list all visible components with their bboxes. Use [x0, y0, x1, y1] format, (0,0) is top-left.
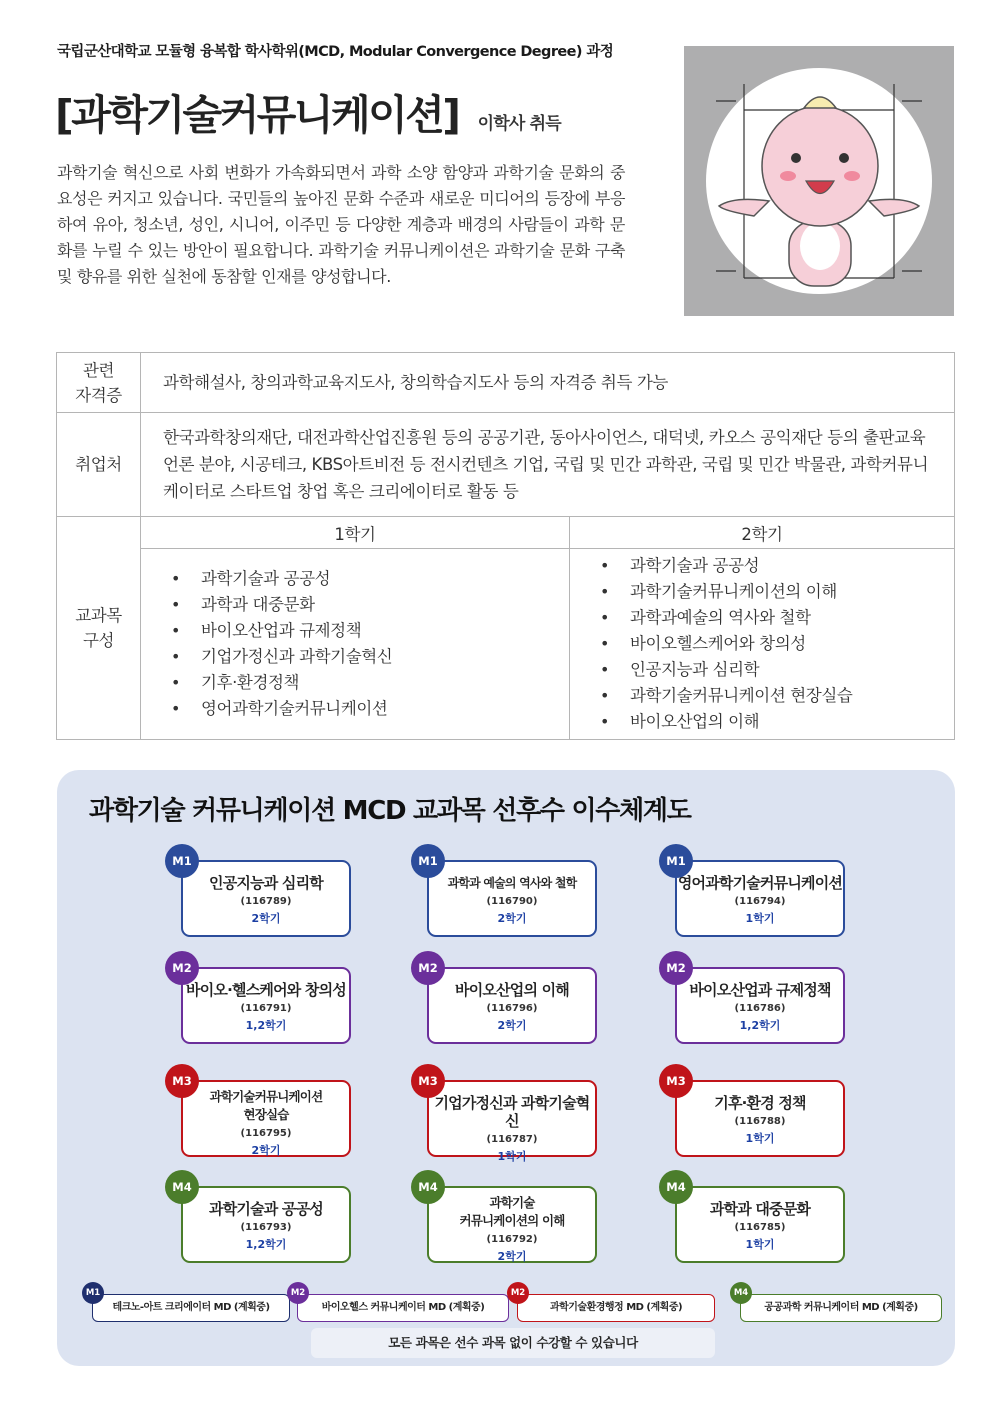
- planned-md-badge: M2: [287, 1282, 309, 1304]
- course-card-code: (116788): [734, 1116, 786, 1127]
- courses-label: [57, 517, 141, 740]
- course-card-semester: 2학기: [497, 1019, 527, 1032]
- course-card: [675, 1080, 845, 1157]
- course-card-semester: 1학기: [745, 1132, 775, 1145]
- course-item: • 바이오산업의 이해: [600, 709, 954, 735]
- page-subtitle: 이학사 취득: [477, 114, 561, 134]
- course-card: [675, 1186, 845, 1263]
- course-item: • 인공지능과 심리학: [600, 657, 954, 683]
- course-card-name: 바이오산업의 이해: [455, 981, 569, 999]
- course-item: • 영어과학기술커뮤니케이션: [171, 696, 569, 722]
- planned-md-badge: M1: [82, 1282, 104, 1304]
- course-card: [675, 860, 845, 937]
- course-card: [675, 967, 845, 1044]
- jobs-label: 취업처: [57, 413, 141, 517]
- roadmap-panel: [57, 770, 955, 1366]
- roadmap-title: 과학기술 커뮤니케이션 MCD 교과목 선후수 이수체계도: [89, 796, 691, 826]
- course-card-name: 기업가정신과 과학기술혁신: [434, 1094, 590, 1130]
- course-item: • 기후·환경정책: [171, 670, 569, 696]
- course-card-code: (116790): [486, 896, 538, 907]
- course-card: [181, 967, 351, 1044]
- module-badge: M3: [165, 1064, 199, 1098]
- dragon-mascot-icon: [684, 46, 954, 316]
- course-card: [181, 860, 351, 937]
- course-card-code: (116795): [240, 1128, 292, 1139]
- planned-md-pill: 바이오헬스 커뮤니케이터 MD (계획중): [297, 1294, 509, 1322]
- module-badge: M2: [165, 951, 199, 985]
- course-card-code: (116793): [240, 1222, 292, 1233]
- sem1-course-list: [141, 566, 569, 722]
- module-badge: M4: [659, 1170, 693, 1204]
- course-card-name: 과학과 대중문화: [709, 1200, 811, 1218]
- planned-md-pill: 과학기술환경행정 MD (계획중): [517, 1294, 715, 1322]
- course-card-name: 영어과학기술커뮤니케이션: [677, 874, 843, 892]
- course-item: • 바이오산업과 규제정책: [171, 618, 569, 644]
- course-card-name: 과학과 예술의 역사와 철학: [447, 876, 577, 890]
- course-item: • 과학기술과 공공성: [171, 566, 569, 592]
- planned-md-badge: M4: [730, 1282, 752, 1304]
- module-badge: M1: [659, 844, 693, 878]
- page-title: [과학기술커뮤니케이션]: [55, 91, 459, 139]
- course-card: [181, 1080, 351, 1157]
- module-badge: M3: [659, 1064, 693, 1098]
- course-card-name: 과학기술커뮤니케이션 현장실습: [209, 1089, 323, 1122]
- course-card: [427, 1186, 597, 1263]
- cert-text: 과학해설사, 창의과학교육지도사, 창의학습지도사 등의 자격증 취득 가능: [141, 353, 955, 413]
- course-card-semester: 1,2학기: [245, 1238, 287, 1251]
- module-badge: M4: [165, 1170, 199, 1204]
- course-card-code: (116791): [240, 1003, 292, 1014]
- course-card-code: (116789): [240, 896, 292, 907]
- course-item: • 기업가정신과 과학기술혁신: [171, 644, 569, 670]
- module-badge: M1: [165, 844, 199, 878]
- module-badge: M2: [411, 951, 445, 985]
- intro-paragraph: 과학기술 혁신으로 사회 변화가 가속화되면서 과학 소양 함양과 과학기술 문화의 중요성은 커지고 있습니다. 국민들의 높아진 문화 수준과 새로운 미디어의 등장에 부응하여 유아, 청소년, 성인, 시니어, 이주민 등 다양한 계층과 배경의 사람들이 과학 문화를 누릴 수 있는 방안이 필요합니다. 과학기술 커뮤니케이션은 과학기술 문화 구축 및 향유를 위한 실천에 동참할 인재를 양성합니다.: [57, 163, 625, 286]
- course-card: [181, 1186, 351, 1263]
- planned-md-pill: 테크노-아트 크리에이터 MD (계획중): [92, 1294, 290, 1322]
- course-item: • 과학과예술의 역사와 철학: [600, 605, 954, 631]
- module-badge: M3: [411, 1064, 445, 1098]
- sem1-header: 1학기: [141, 517, 570, 549]
- course-card-semester: 1,2학기: [739, 1019, 781, 1032]
- course-card: [427, 1080, 597, 1163]
- module-badge: M2: [659, 951, 693, 985]
- course-card-name: 기후·환경 정책: [714, 1094, 806, 1112]
- course-card-name: 과학기술 커뮤니케이션의 이해: [459, 1195, 565, 1228]
- sem1-course-list-cell: [141, 549, 570, 740]
- course-card-semester: 1학기: [745, 912, 775, 925]
- sem2-course-list: [570, 553, 954, 735]
- course-item: • 과학기술커뮤니케이션 현장실습: [600, 683, 954, 709]
- module-badge: M4: [411, 1170, 445, 1204]
- course-card-name: 바이오·헬스케어와 창의성: [186, 981, 346, 999]
- mascot-image: [684, 46, 954, 316]
- course-card-semester: 2학기: [497, 1250, 527, 1263]
- course-card-name: 인공지능과 심리학: [209, 874, 323, 892]
- footer-note: 모든 과목은 선수 과목 없이 수강할 수 있습니다: [311, 1328, 715, 1358]
- title-row: [55, 82, 561, 142]
- course-card-code: (116785): [734, 1222, 786, 1233]
- course-card-semester: 2학기: [251, 1144, 281, 1157]
- planned-md-pill: 공공과학 커뮤니케이터 MD (계획중): [740, 1294, 942, 1322]
- module-badge: M1: [411, 844, 445, 878]
- course-card-name: 바이오산업과 규제정책: [689, 981, 831, 999]
- planned-md-badge: M2: [507, 1282, 529, 1304]
- course-item: • 과학기술커뮤니케이션의 이해: [600, 579, 954, 605]
- course-card-semester: 2학기: [497, 912, 527, 925]
- course-card-semester: 2학기: [251, 912, 281, 925]
- course-card: [427, 860, 597, 937]
- course-card-code: (116796): [486, 1003, 538, 1014]
- course-card-code: (116794): [734, 896, 786, 907]
- program-info-table: [56, 352, 955, 740]
- jobs-text: 한국과학창의재단, 대전과학산업진흥원 등의 공공기관, 동아사이언스, 대덕넷, 카오스 공익재단 등의 출판교육언론 분야, 시공테크, KBS아트비전 등 전시컨텐츠 기업, 국립 및 민간 과학관, 국립 및 민간 박물관, 과학커뮤니케이터로 스타트업 창업 혹은 크리에이터로 활동 등: [141, 413, 955, 517]
- courses-label-text: 교과목 구성: [75, 606, 122, 650]
- course-card-code: (116786): [734, 1003, 786, 1014]
- course-item: • 바이오헬스케어와 창의성: [600, 631, 954, 657]
- course-card-code: (116787): [486, 1134, 538, 1145]
- course-card-semester: 1,2학기: [245, 1019, 287, 1032]
- sem2-header: 2학기: [570, 517, 955, 549]
- cert-label-text: 관련 자격증: [75, 360, 122, 405]
- course-card: [427, 967, 597, 1044]
- course-card-code: (116792): [486, 1234, 538, 1245]
- cert-label: [57, 353, 141, 413]
- program-line: 국립군산대학교 모듈형 융복합 학사학위(MCD, Modular Convergence Degree) 과정: [57, 44, 614, 60]
- course-item: • 과학과 대중문화: [171, 592, 569, 618]
- course-item: • 과학기술과 공공성: [600, 553, 954, 579]
- sem2-course-list-cell: [570, 549, 955, 740]
- course-card-name: 과학기술과 공공성: [209, 1200, 323, 1218]
- course-card-semester: 1학기: [497, 1150, 527, 1163]
- course-card-semester: 1학기: [745, 1238, 775, 1251]
